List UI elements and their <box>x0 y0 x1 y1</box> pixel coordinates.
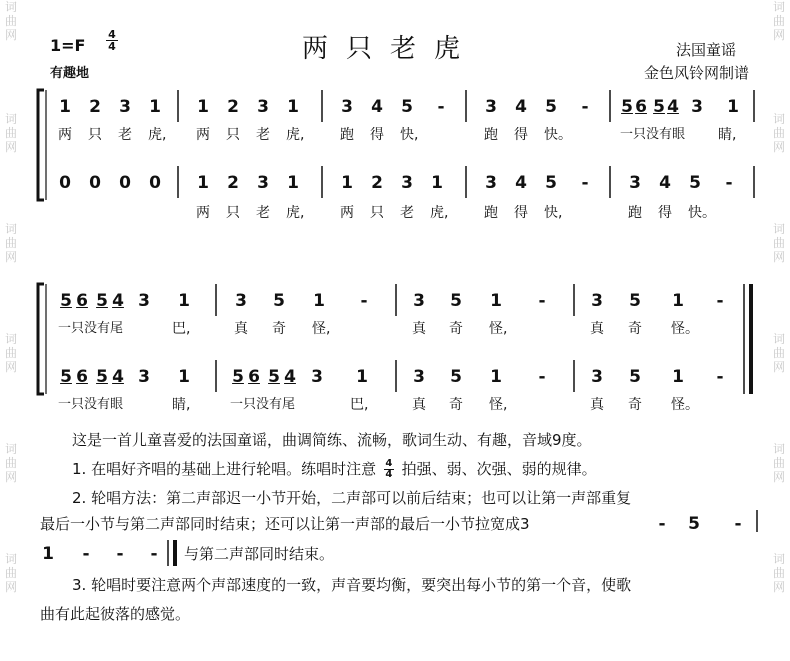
watermark-right-4: 词 曲 网 <box>772 332 785 374</box>
note: 1 <box>197 97 209 117</box>
note: 5 <box>621 97 633 117</box>
watermark-right-1: 词 曲 网 <box>772 0 785 42</box>
watermark-left-3: 词 曲 网 <box>4 222 17 264</box>
note: 5 <box>96 367 108 387</box>
lyric: 奇 <box>628 397 642 413</box>
note: 4 <box>284 367 296 387</box>
paragraph-1-after: 拍强、弱、次强、弱的规律。 <box>401 460 597 478</box>
lyric: 虎, <box>148 127 167 143</box>
note: 4 <box>112 367 124 387</box>
system2-brace <box>38 284 44 394</box>
intro-paragraph: 这是一首儿童喜爱的法国童谣，曲调简练、流畅，歌词生动、有趣，音域9度。 <box>72 431 592 449</box>
note: 2 <box>227 97 239 117</box>
lyric: 奇 <box>628 321 642 337</box>
watermark-left-6: 词 曲 网 <box>4 552 17 594</box>
lyric: 跑 <box>340 127 354 143</box>
note: 0 <box>89 173 101 193</box>
expression-mark: 有趣地 <box>50 66 90 81</box>
note: 1 <box>149 97 161 117</box>
note: 6 <box>76 291 88 311</box>
note: 1 <box>59 97 71 117</box>
note: 1 <box>313 291 325 311</box>
note: 1 <box>341 173 353 193</box>
lyric: 老 <box>256 205 270 221</box>
time-signature-bottom: 4 <box>106 40 118 52</box>
note: - <box>581 97 589 117</box>
lyric: 睛, <box>718 127 737 143</box>
lyric: 两 <box>58 127 72 143</box>
note: 4 <box>667 97 679 117</box>
inline-note: - <box>82 544 90 564</box>
lyric: 真 <box>412 397 426 413</box>
note: 1 <box>672 367 684 387</box>
lyric: 只 <box>370 205 384 221</box>
paragraph-3-line-2: 曲有此起彼落的感觉。 <box>40 605 191 623</box>
note: 4 <box>371 97 383 117</box>
lyric: 奇 <box>449 321 463 337</box>
note: 3 <box>341 97 353 117</box>
note: 3 <box>591 367 603 387</box>
note: 5 <box>450 367 462 387</box>
lyric: 快, <box>400 127 419 143</box>
lyric: 两 <box>196 205 210 221</box>
note: 5 <box>689 173 701 193</box>
lyric: 真 <box>234 321 248 337</box>
inline-note: - <box>116 544 124 564</box>
paragraph-2-line-1: 2. 轮唱方法：第二声部迟一小节开始，二声部可以前后结束；也可以让第一声部重复 <box>72 489 632 507</box>
lyric: 怪, <box>312 321 331 337</box>
note: - <box>581 173 589 193</box>
note: 5 <box>629 367 641 387</box>
key-signature: 1=F <box>50 36 86 55</box>
lyric: 奇 <box>272 321 286 337</box>
paragraph-2-line-3: 与第二声部同时结束。 <box>184 545 335 563</box>
note: 1 <box>287 173 299 193</box>
note: - <box>538 291 546 311</box>
lyric: 怪。 <box>671 321 699 337</box>
note: 0 <box>119 173 131 193</box>
note: 1 <box>287 97 299 117</box>
note: - <box>725 173 733 193</box>
inline-note: - <box>150 544 158 564</box>
note: 5 <box>401 97 413 117</box>
note: 0 <box>59 173 71 193</box>
note: 3 <box>485 97 497 117</box>
note: 3 <box>119 97 131 117</box>
lyric: 老 <box>118 127 132 143</box>
note: 2 <box>227 173 239 193</box>
paragraph-1-before: 1. 在唱好齐唱的基础上进行轮唱。练唱时注意 <box>72 460 377 478</box>
watermark-right-6: 词 曲 网 <box>772 552 785 594</box>
watermark-right-2: 词 曲 网 <box>772 112 785 154</box>
watermark-right-3: 词 曲 网 <box>772 222 785 264</box>
lyric: 跑 <box>484 127 498 143</box>
arranger-credit: 金色风铃网制谱 <box>644 64 750 82</box>
lyric: 怪。 <box>671 397 699 413</box>
note: 3 <box>413 291 425 311</box>
note: 3 <box>138 291 150 311</box>
note: 3 <box>257 97 269 117</box>
note: 3 <box>485 173 497 193</box>
note: 3 <box>257 173 269 193</box>
note: 3 <box>591 291 603 311</box>
note: 1 <box>178 291 190 311</box>
lyric: 虎, <box>286 205 305 221</box>
note: 2 <box>371 173 383 193</box>
lyric: 一只没有眼 <box>58 397 124 412</box>
note: 5 <box>653 97 665 117</box>
paragraph-1 <box>72 459 597 480</box>
lyric: 只 <box>226 205 240 221</box>
note: 5 <box>232 367 244 387</box>
lyric: 得 <box>658 205 672 221</box>
origin-credit: 法国童谣 <box>676 41 737 59</box>
note: 6 <box>76 367 88 387</box>
note: 5 <box>273 291 285 311</box>
note: 1 <box>178 367 190 387</box>
song-title: 两只老虎 <box>302 34 479 64</box>
lyric: 跑 <box>484 205 498 221</box>
lyric: 只 <box>88 127 102 143</box>
note: 1 <box>431 173 443 193</box>
lyric: 两 <box>340 205 354 221</box>
lyric: 得 <box>514 205 528 221</box>
lyric: 快。 <box>544 127 572 143</box>
note: 5 <box>96 291 108 311</box>
watermark-left-1: 词 曲 网 <box>4 0 17 42</box>
note: 4 <box>515 173 527 193</box>
note: - <box>437 97 445 117</box>
note: 2 <box>89 97 101 117</box>
time-signature-top: 4 <box>108 28 116 41</box>
watermark-right-5: 词 曲 网 <box>772 442 785 484</box>
lyric: 跑 <box>628 205 642 221</box>
lyric: 怪, <box>489 397 508 413</box>
note: 0 <box>149 173 161 193</box>
lyric: 两 <box>196 127 210 143</box>
lyric: 真 <box>590 321 604 337</box>
note: 5 <box>268 367 280 387</box>
lyric: 巴, <box>350 397 369 413</box>
note: 3 <box>138 367 150 387</box>
lyric: 得 <box>514 127 528 143</box>
note: 4 <box>659 173 671 193</box>
lyric: 虎, <box>430 205 449 221</box>
note: 5 <box>60 367 72 387</box>
note: 3 <box>235 291 247 311</box>
note: 1 <box>727 97 739 117</box>
inline-note: - <box>658 514 666 534</box>
watermark-left-5: 词 曲 网 <box>4 442 17 484</box>
lyric: 快, <box>544 205 563 221</box>
note: 3 <box>413 367 425 387</box>
watermark-left-2: 词 曲 网 <box>4 112 17 154</box>
paragraph-1-time-signature: $\frac{4}{4}$ <box>385 458 393 480</box>
lyric: 快。 <box>688 205 716 221</box>
note: 1 <box>197 173 209 193</box>
note: 5 <box>629 291 641 311</box>
note: 5 <box>450 291 462 311</box>
lyric: 一只没有眼 <box>620 127 686 142</box>
watermark-left-4: 词 曲 网 <box>4 332 17 374</box>
lyric: 老 <box>256 127 270 143</box>
inline-note: 1 <box>42 544 54 564</box>
note: 5 <box>545 97 557 117</box>
lyric: 只 <box>226 127 240 143</box>
note: 1 <box>490 291 502 311</box>
note: 3 <box>691 97 703 117</box>
paragraph-2-line-2: 最后一小节与第二声部同时结束；还可以让第一声部的最后一小节拉宽成3 <box>40 515 530 533</box>
note: 5 <box>60 291 72 311</box>
lyric: 怪, <box>489 321 508 337</box>
lyric: 真 <box>412 321 426 337</box>
lyric: 老 <box>400 205 414 221</box>
note: 4 <box>515 97 527 117</box>
lyric: 真 <box>590 397 604 413</box>
lyric: 巴, <box>172 321 191 337</box>
note: 1 <box>672 291 684 311</box>
note: 5 <box>545 173 557 193</box>
lyric: 得 <box>370 127 384 143</box>
note: 6 <box>248 367 260 387</box>
inline-note: 5 <box>688 514 700 534</box>
note: - <box>538 367 546 387</box>
inline-note: - <box>734 514 742 534</box>
note: 6 <box>635 97 647 117</box>
note: 4 <box>112 291 124 311</box>
lyric: 奇 <box>449 397 463 413</box>
note: - <box>360 291 368 311</box>
lyric: 睛, <box>172 397 191 413</box>
lyric: 一只没有尾 <box>58 321 124 336</box>
note: 1 <box>490 367 502 387</box>
note: 3 <box>401 173 413 193</box>
lyric: 一只没有尾 <box>230 397 296 412</box>
system1-brace <box>38 90 44 200</box>
note: - <box>716 291 724 311</box>
note: 3 <box>629 173 641 193</box>
note: - <box>716 367 724 387</box>
note: 1 <box>356 367 368 387</box>
note: 3 <box>311 367 323 387</box>
paragraph-3-line-1: 3. 轮唱时要注意两个声部速度的一致，声音要均衡，要突出每小节的第一个音，使歌 <box>72 576 632 594</box>
lyric: 虎, <box>286 127 305 143</box>
